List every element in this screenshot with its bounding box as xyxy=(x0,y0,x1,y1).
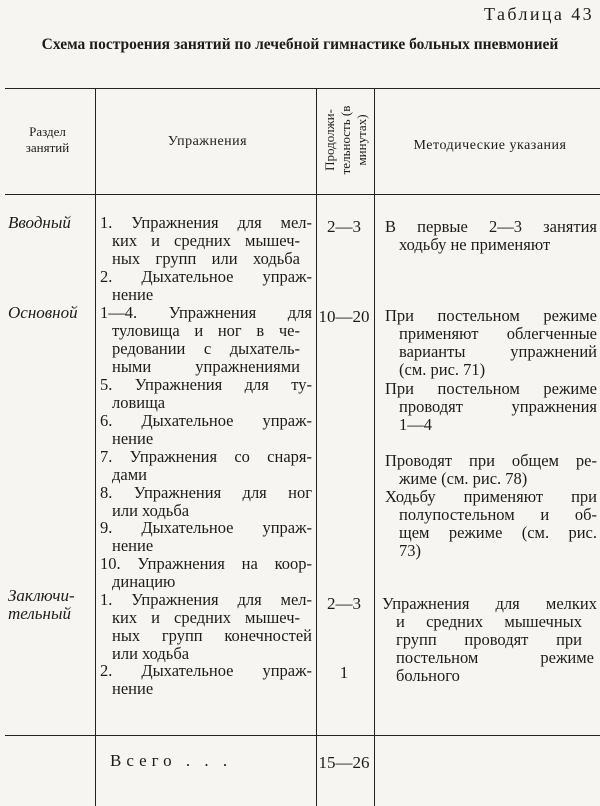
exercise-line: ловища xyxy=(112,393,166,412)
note-line: Проводят при общем ре- xyxy=(385,451,597,470)
exercise-line: туловища и ног в че- xyxy=(112,321,300,340)
exercise-line: 2. Дыхательное упраж- xyxy=(100,661,312,680)
exercise-line: 10. Упражнения на коор- xyxy=(100,554,312,573)
note-line: 73) xyxy=(399,541,421,560)
note-line: варианты упражнений xyxy=(399,342,597,361)
exercise-item xyxy=(100,555,312,591)
exercise-line: дами xyxy=(112,465,147,484)
exercise-item xyxy=(100,484,312,520)
note-line: Ходьбу применяют при xyxy=(385,487,597,506)
exercise-line: ных групп или ходьба xyxy=(112,249,300,268)
exercise-item xyxy=(100,519,312,555)
column-divider-2 xyxy=(316,88,317,806)
note-line: При постельном режиме xyxy=(385,306,597,325)
note-line: В первые 2—3 занятия xyxy=(385,217,597,236)
header-notes: Методические указания xyxy=(413,138,567,153)
column-divider-3 xyxy=(374,88,375,806)
note-line: жиме (см. рис. 78) xyxy=(399,469,528,488)
exercise-line: ными упражнениями xyxy=(112,357,300,376)
exercise-line: 9. Дыхательное упраж- xyxy=(100,518,312,537)
header-section-line: занятий xyxy=(25,140,70,155)
exercise-line: редовании с дыхатель- xyxy=(112,339,300,358)
exercise-item xyxy=(100,268,312,304)
exercise-line: 8. Упражнения для ног xyxy=(100,483,312,502)
exercise-line: 1. Упражнения для мел- xyxy=(100,590,312,609)
header-duration-line: тельность (в xyxy=(338,105,353,175)
exercise-line: нение xyxy=(112,536,154,555)
exercise-line: ных групп конечностей xyxy=(112,626,312,645)
exercise-line: нение xyxy=(112,285,154,304)
exercise-line: 1—4. Упражнения для xyxy=(100,303,312,322)
section-final xyxy=(8,587,75,623)
total-label: Всего . . . xyxy=(110,751,233,770)
exercise-item xyxy=(100,304,312,376)
exercise-line: нение xyxy=(112,429,154,448)
exercise-line: 5. Упражнения для ту- xyxy=(100,375,312,394)
exercise-item xyxy=(100,412,312,448)
note-line: больного xyxy=(396,666,460,685)
note-main xyxy=(385,380,597,434)
exercise-line: 6. Дыхательное упраж- xyxy=(100,411,312,430)
exercise-line: ких и средних мышеч- xyxy=(112,608,300,627)
note-intro xyxy=(385,218,597,254)
header-duration-line: минутах) xyxy=(354,114,369,166)
section-main: Основной xyxy=(8,303,78,322)
table-title: Схема построения занятий по лечебной гимнастике больных пневмонией xyxy=(41,36,559,53)
header-duration xyxy=(322,88,370,192)
note-line: групп проводят при xyxy=(396,630,582,649)
exercise-line: ких и средних мышеч- xyxy=(112,231,300,250)
duration-final-1: 2—3 xyxy=(327,594,361,613)
note-main xyxy=(385,307,597,379)
exercise-line: динацию xyxy=(112,572,176,591)
exercise-line: или ходьба xyxy=(112,501,190,520)
duration-intro: 2—3 xyxy=(327,217,361,236)
column-divider-1 xyxy=(95,88,96,806)
note-main xyxy=(385,488,597,560)
note-line: Упражнения для мелких xyxy=(382,594,597,613)
header-duration-line: Продолжи- xyxy=(322,109,337,171)
note-line: ходьбу не применяют xyxy=(399,235,551,254)
exercise-line: 2. Дыхательное упраж- xyxy=(100,267,312,286)
exercise-item xyxy=(100,214,312,268)
header-duration-cell xyxy=(318,88,378,194)
header-exercises: Упражнения xyxy=(167,134,248,149)
exercise-item xyxy=(100,662,312,698)
note-line: проводят упражнения xyxy=(399,397,597,416)
duration-final-2: 1 xyxy=(339,663,349,682)
note-line: щем режиме (см. рис. xyxy=(399,523,597,542)
note-line: постельном режиме xyxy=(396,648,594,667)
note-line: При постельном режиме xyxy=(385,379,597,398)
exercise-item xyxy=(100,448,312,484)
note-main xyxy=(385,452,597,488)
exercise-item xyxy=(100,591,312,663)
section-final-line: Заключи- xyxy=(8,586,75,605)
note-line: полупостельном и об- xyxy=(399,505,597,524)
note-final xyxy=(382,595,597,685)
note-line: 1—4 xyxy=(399,415,432,434)
exercise-line: или ходьба xyxy=(112,644,190,663)
section-intro: Вводный xyxy=(8,213,71,232)
total-value: 15—26 xyxy=(318,753,370,772)
exercise-line: 1. Упражнения для мел- xyxy=(100,213,312,232)
table-number: Таблица 43 xyxy=(484,4,594,24)
note-line: и средних мышечных xyxy=(396,612,582,631)
header-section-line: Раздел xyxy=(29,124,66,139)
note-line: применяют облегченные xyxy=(399,324,597,343)
duration-main: 10—20 xyxy=(318,307,370,326)
section-final-line: тельный xyxy=(8,604,71,623)
note-line: (см. рис. 71) xyxy=(399,360,486,379)
exercise-line: нение xyxy=(112,679,154,698)
header-section xyxy=(0,124,95,156)
exercise-item xyxy=(100,376,312,412)
exercise-line: 7. Упражнения со снаря- xyxy=(100,447,312,466)
